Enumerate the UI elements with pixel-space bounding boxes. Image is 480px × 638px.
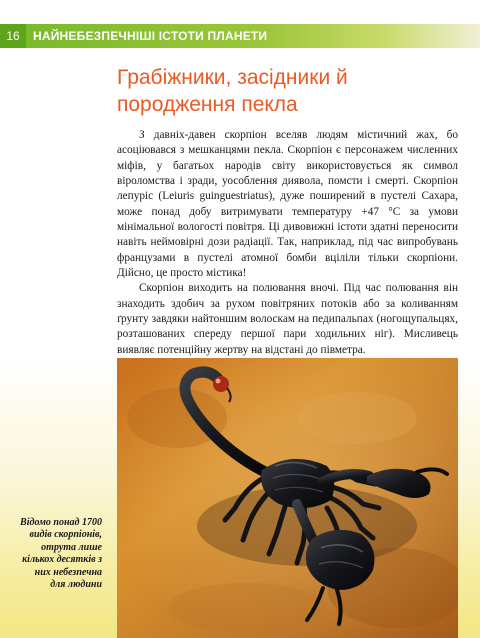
article-title: Грабіжники, засідники й породження пекла [117,66,348,116]
article-body [117,128,458,358]
paragraph-1: З давніх-давен скорпіон вселяв людям містичний жах, бо асоціювався з мешканцями пекла. Скорпіон є персонажем численних міфів, у багатьох народів світу використовується як символ віроломства і зради, уособлення диявола, помсти і смерті. Скорпіон лепуріс (Leiuris guinguestriatus), дуже поширений в пустелі Сахара, може понад добу витримувати температуру +47 °С за умови мінімальної вологості повітря. Ці дивовижні істоти здатні переносити навіть неймовірні дози радіації. Так, наприклад, під час випробувань французами в пустелі атомної бомби вціліли тільки скорпіони. Дійсно, це просто містика! [117,129,458,280]
scorpion-illustration [117,358,458,638]
scorpion-photo [117,358,458,638]
photo-caption: Відомо понад 1700 видів скорпіонів, отрута лише кількох десятків з них небезпечна для людини [20,517,102,591]
paragraph-2: Скорпіон виходить на полювання вночі. Під час полювання він знаходить здобич за рухом повітряних потоків або за коливанням ґрунту завдяки найтоншим волоскам на педипальпах (ногощупальцях, розташованих спереду першої пари ходильних ніг). Мисливець виявляє потенційну жертву на відстані до півметра. [117,282,458,356]
page-number: 16 [0,24,26,48]
running-head: НАЙНЕБЕЗПЕЧНІШІ ІСТОТИ ПЛАНЕТИ [33,29,268,43]
